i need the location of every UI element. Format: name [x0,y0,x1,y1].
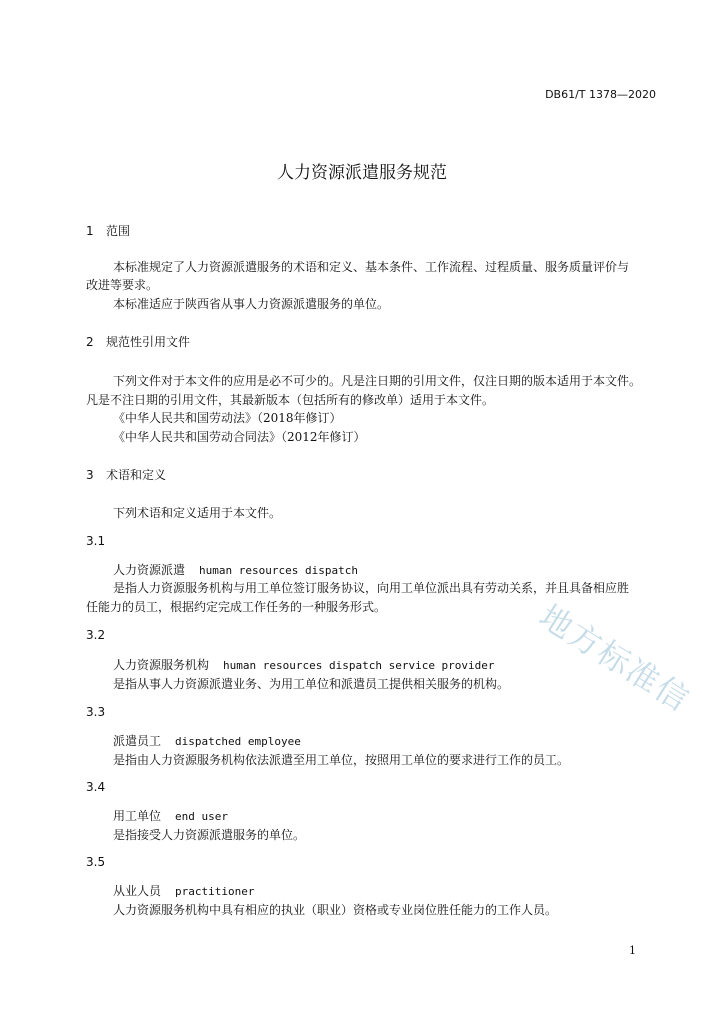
term-definition: 人力资源服务机构中具有相应的执业（职业）资格或专业岗位胜任能力的工作人员。 [113,903,558,917]
term-zh: 派遣员工 [113,734,162,748]
term-en: practitioner [175,885,255,898]
clause-number: 3.4 [86,780,106,794]
term-en: end user [175,810,228,823]
section-number: 1 [86,224,94,238]
watermark: 地方标准信 [532,597,698,720]
term-definition: 是指接受人力资源派遣服务的单位。 [113,828,306,842]
document-title: 人力资源派遣服务规范 [277,163,447,183]
term-zh: 用工单位 [113,809,162,823]
section-1-heading [86,222,130,239]
term-entry [113,732,301,749]
term-entry [113,656,495,673]
term-zh: 人力资源派遣 [113,563,186,577]
term-entry [113,561,358,578]
term-zh: 人力资源服务机构 [113,658,210,672]
paragraph: 下列术语和定义适用于本文件。 [113,506,282,520]
clause-number: 3.3 [86,705,106,719]
paragraph-line: 本标准规定了人力资源派遣服务的术语和定义、基本条件、工作流程、过程质量、服务质量评价与 [113,260,630,274]
page-number: 1 [629,944,636,957]
document-code: DB61/T 1378—2020 [545,88,656,101]
section-number: 2 [86,335,94,349]
term-en: human resources dispatch [199,564,358,577]
paragraph-line: 下列文件对于本文件的应用是必不可少的。凡是注日期的引用文件，仅注日期的版本适用于本文件。 [113,374,642,388]
term-definition: 是指人力资源服务机构与用工单位签订服务协议，向用工单位派出具有劳动关系，并且具备相应胜 [113,581,630,595]
term-definition: 是指由人力资源服务机构依法派遣至用工单位，按照用工单位的要求进行工作的员工。 [113,753,570,767]
reference-item: 《中华人民共和国劳动法》（2018年修订） [113,411,342,425]
paragraph: 本标准适应于陕西省从事人力资源派遣服务的单位。 [113,297,390,311]
term-entry [113,807,228,824]
section-3-heading [86,466,166,483]
section-title: 规范性引用文件 [106,335,191,349]
section-number: 3 [86,468,94,482]
paragraph-line: 改进等要求。 [86,278,159,292]
clause-number: 3.5 [86,855,106,869]
term-definition: 任能力的员工，根据约定完成工作任务的一种服务形式。 [86,600,387,614]
clause-number: 3.2 [86,628,106,642]
section-2-heading [86,333,190,350]
section-title: 范围 [106,224,131,238]
term-entry [113,882,255,899]
term-definition: 是指从事人力资源派遣业务、为用工单位和派遣员工提供相关服务的机构。 [113,677,510,691]
reference-item: 《中华人民共和国劳动合同法》（2012年修订） [113,430,366,444]
term-zh: 从业人员 [113,884,162,898]
section-title: 术语和定义 [106,468,167,482]
clause-number: 3.1 [86,534,106,548]
term-en: human resources dispatch service provider [223,659,495,672]
paragraph-line: 凡是不注日期的引用文件，其最新版本（包括所有的修改单）适用于本文件。 [86,393,495,407]
term-en: dispatched employee [175,735,301,748]
